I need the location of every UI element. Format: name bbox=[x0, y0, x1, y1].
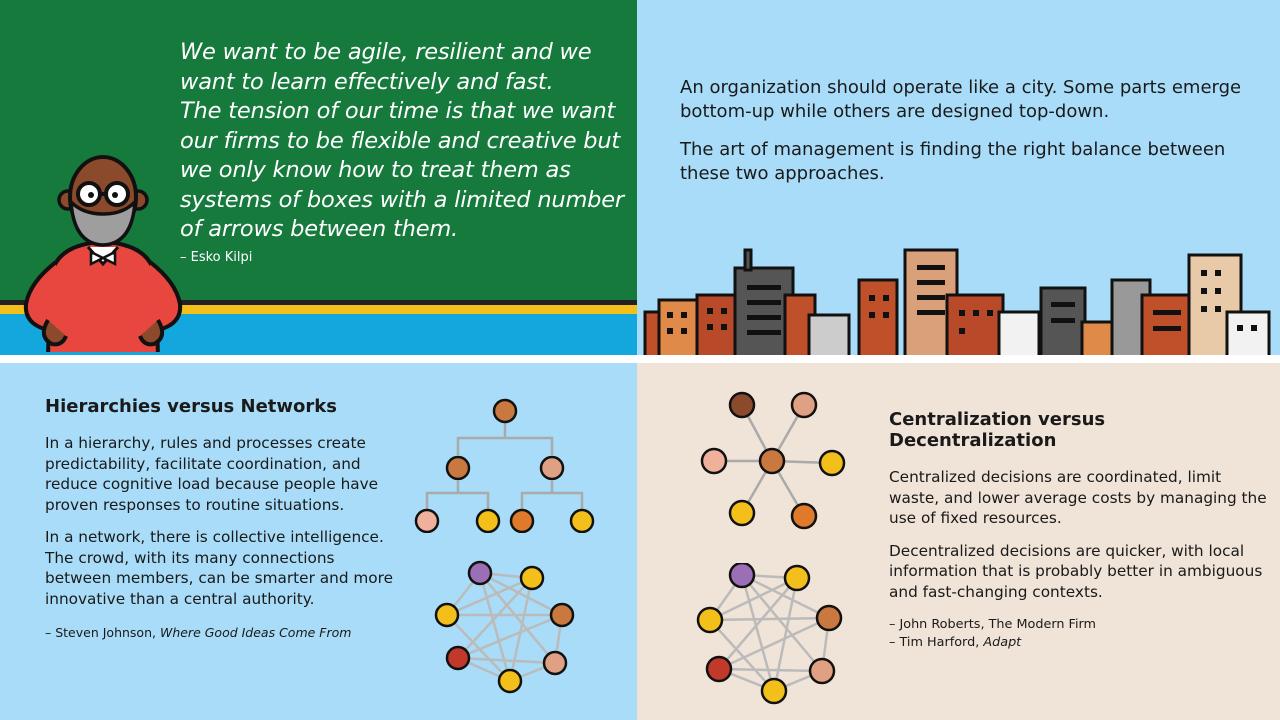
quote-panel bbox=[0, 0, 637, 355]
hierarchy-diagram bbox=[405, 393, 625, 533]
citation-title: Where Good Ideas Come From bbox=[159, 625, 352, 640]
centralization-paragraph-1: Centralized decisions are coordinated, limit waste, and lower average costs by managing the use of fixed resources. bbox=[889, 468, 1267, 527]
citation-1: – John Roberts, The Modern Firm bbox=[889, 617, 1097, 632]
city-skyline-illustration bbox=[637, 240, 1280, 355]
quote-text bbox=[180, 38, 630, 245]
citation-author: – Tim Harford, bbox=[889, 635, 980, 650]
star-diagram bbox=[692, 383, 872, 543]
hierarchy-panel bbox=[0, 363, 637, 720]
citation-title: Adapt bbox=[983, 635, 1022, 650]
quote-line: of arrows between them. bbox=[180, 216, 459, 242]
quote-line: We want to be agile, resilient and we bbox=[180, 39, 592, 65]
centralization-citations bbox=[889, 616, 1269, 652]
quote-line: The tension of our time is that we want bbox=[180, 98, 616, 124]
quote-author: – Esko Kilpi bbox=[180, 250, 253, 265]
centralization-panel bbox=[637, 363, 1280, 720]
hierarchy-citation bbox=[45, 623, 395, 644]
quote-line: our firms to be flexible and creative but bbox=[180, 127, 621, 154]
quote-line: we only know how to treat them as bbox=[180, 157, 571, 183]
city-panel bbox=[637, 0, 1280, 355]
city-text bbox=[680, 76, 1260, 200]
network-diagram bbox=[692, 563, 872, 713]
city-paragraph-2: The art of management is finding the right balance between these two approaches. bbox=[680, 139, 1226, 184]
quote-line: want to learn effectively and fast. bbox=[180, 68, 554, 95]
centralization-title: Centralization versus Decentralization bbox=[889, 409, 1106, 451]
hierarchy-title: Hierarchies versus Networks bbox=[45, 396, 337, 417]
hierarchy-paragraph-2: In a network, there is collective intelligence. The crowd, with its many connections between members, can be smarter and more innovative than a central authority. bbox=[45, 528, 394, 608]
quote-line: systems of boxes with a limited number bbox=[180, 186, 624, 213]
centralization-text bbox=[889, 409, 1269, 652]
city-paragraph-1: An organization should operate like a city. Some parts emerge bottom-up while others are designed top-down. bbox=[680, 77, 1242, 122]
citation-author: – Steven Johnson, bbox=[45, 625, 156, 640]
hierarchy-paragraph-1: In a hierarchy, rules and processes create predictability, facilitate coordination, and reduce cognitive load because people have proven responses to routine situations. bbox=[45, 434, 379, 514]
centralization-paragraph-2: Decentralized decisions are quicker, with local information that is probably better in ambiguous and fast-changing contexts. bbox=[889, 541, 1263, 601]
man-illustration bbox=[8, 152, 198, 352]
hierarchy-text bbox=[45, 396, 395, 656]
network-diagram bbox=[425, 558, 605, 698]
citation-2 bbox=[889, 634, 1269, 652]
